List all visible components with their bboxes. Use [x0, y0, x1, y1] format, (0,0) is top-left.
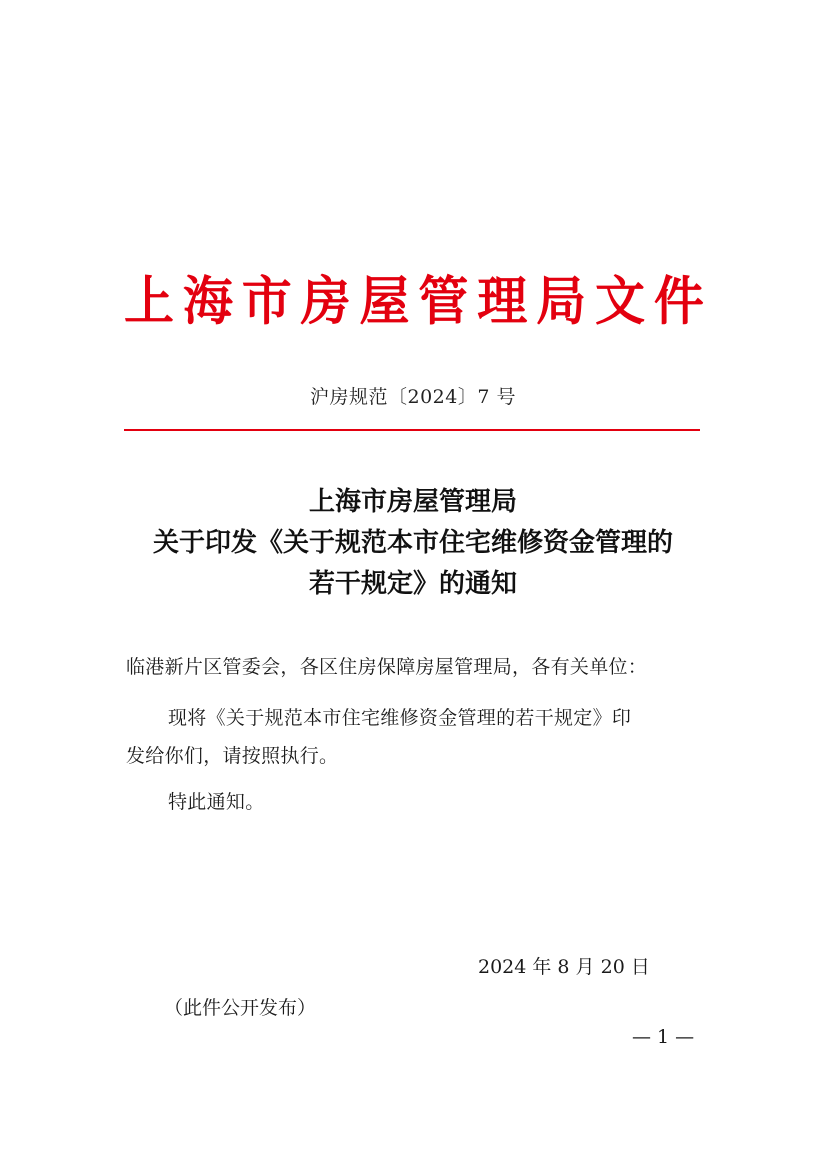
letterhead-char: 文 [595, 269, 645, 332]
issue-date: 2024 年 8 月 20 日 [478, 956, 650, 978]
letterhead-title [124, 262, 704, 332]
disclosure-note: （此件公开发布） [164, 997, 317, 1019]
letterhead-char: 市 [241, 269, 292, 332]
title-line-3: 若干规定》的通知 [308, 569, 517, 599]
title-line-1: 上海市房屋管理局 [308, 487, 517, 517]
title-line-2: 关于印发《关于规范本市住宅维修资金管理的 [152, 528, 673, 558]
document-title [0, 482, 826, 605]
letterhead-char: 房 [300, 269, 351, 332]
letterhead-char: 局 [536, 269, 587, 332]
body-paragraph-1-line-2: 发给你们，请按照执行。 [126, 745, 339, 767]
page-number: — 1 — [632, 1026, 695, 1048]
document-number: 沪房规范〔2024〕7 号 [310, 386, 516, 408]
salutation: 临港新片区管委会，各区住房保障房屋管理局，各有关单位： [126, 656, 648, 678]
letterhead-char: 上 [124, 269, 174, 332]
body-paragraph-1-line-1: 现将《关于规范本市住宅维修资金管理的若干规定》印 [168, 707, 632, 729]
letterhead-char: 海 [182, 269, 233, 332]
red-divider-line [124, 429, 700, 431]
letterhead-char: 件 [653, 269, 704, 332]
letterhead-char: 管 [418, 269, 469, 332]
body-paragraph-2: 特此通知。 [168, 791, 265, 813]
letterhead-char: 理 [477, 269, 528, 332]
letterhead-char: 屋 [359, 269, 410, 332]
